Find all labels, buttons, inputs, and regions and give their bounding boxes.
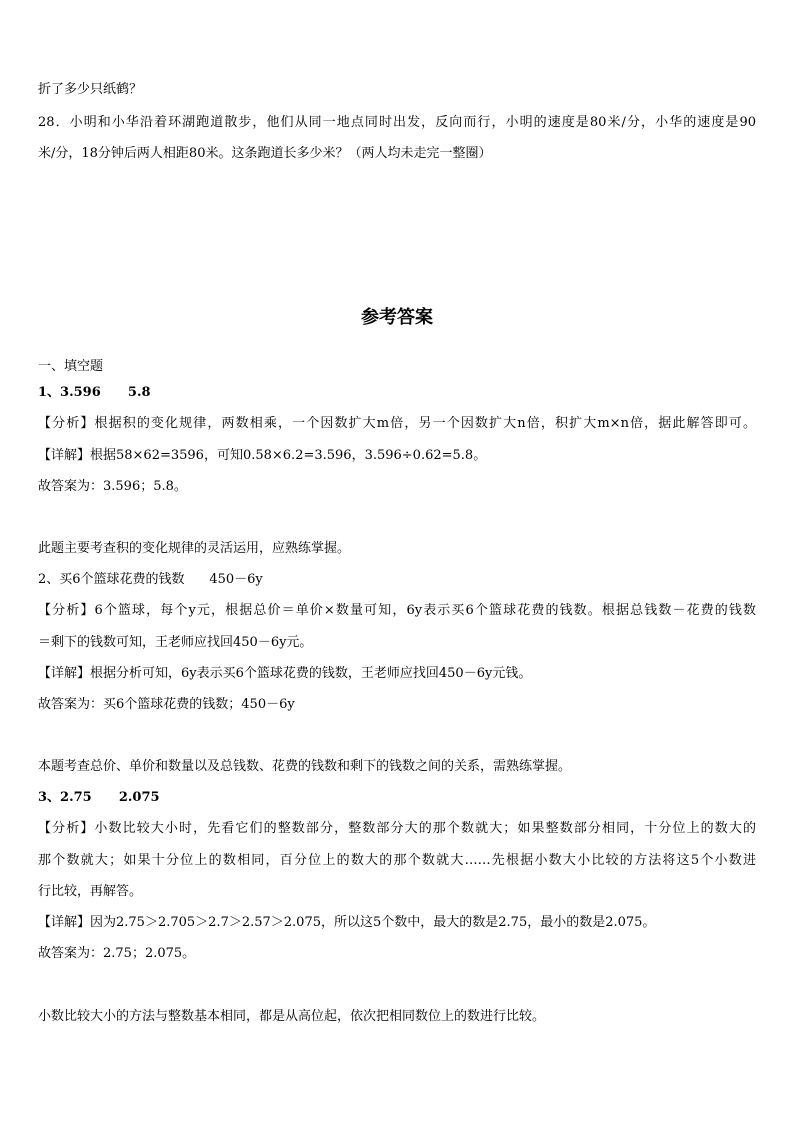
q1-analysis: 【分析】根据积的变化规律，两数相乘，一个因数扩大m倍，另一个因数扩大n倍，积扩大m×n倍，据此解答即可。 [38, 416, 756, 431]
q3-note: 小数比较大小的方法与整数基本相同，都是从高位起，依次把相同数位上的数进行比较。 [38, 1009, 546, 1024]
q3-detail: 【详解】因为2.75＞2.705＞2.7＞2.57＞2.075，所以这5个数中，最大的数是2.75，最小的数是2.075。 [38, 915, 656, 930]
q3-analysis-line-2: 那个数就大；如果十分位上的数相同，百分位上的数大的那个数就大……先根据小数大小比较的方法将这5个小数进 [38, 853, 756, 868]
q1-detail: 【详解】根据58×62=3596，可知0.58×6.2=3.596，3.596÷0.62=5.8。 [38, 448, 487, 463]
q2-note: 本题考查总价、单价和数量以及总钱数、花费的钱数和剩下的钱数之间的关系，需熟练掌握。 [38, 759, 572, 774]
q2-head: 2、买6个篮球花费的钱数 450－6y [38, 572, 263, 587]
q3-analysis-line-3: 行比较，再解答。 [38, 884, 143, 899]
answer-title: 参考答案 [361, 307, 433, 328]
question-28-line-1: 28．小明和小华沿着环湖跑道散步，他们从同一地点同时出发，反向而行，小明的速度是80米/分，小华的速度是90 [38, 115, 756, 130]
q2-analysis-line-2: ＝剩下的钱数可知，王老师应找回450－6y元。 [38, 635, 313, 650]
q3-analysis-line-1: 【分析】小数比较大小时，先看它们的整数部分，整数部分大的那个数就大；如果整数部分相同，十分位上的数大的 [38, 821, 756, 836]
q1-note: 此题主要考查积的变化规律的灵活运用，应熟练掌握。 [38, 541, 351, 556]
section-heading: 一、填空题 [38, 359, 104, 374]
q1-answer: 故答案为：3.596；5.8。 [38, 479, 187, 494]
q2-answer: 故答案为：买6个篮球花费的钱数；450－6y [38, 697, 295, 712]
q3-head: 3、2.75 2.075 [38, 790, 160, 805]
question-27-tail: 折了多少只纸鹤？ [38, 82, 143, 97]
q2-analysis-line-1: 【分析】6个篮球，每个y元，根据总价＝单价×数量可知，6y表示买6个篮球花费的钱数。根据总钱数－花费的钱数 [38, 603, 756, 618]
q1-head: 1、3.596 5.8 [38, 385, 151, 400]
q3-answer: 故答案为：2.75；2.075。 [38, 946, 196, 961]
q2-detail: 【详解】根据分析可知，6y表示买6个篮球花费的钱数，王老师应找回450－6y元钱。 [38, 666, 532, 681]
question-28-line-2: 米/分，18分钟后两人相距80米。这条跑道长多少米？（两人均未走完一整圈） [38, 146, 492, 161]
